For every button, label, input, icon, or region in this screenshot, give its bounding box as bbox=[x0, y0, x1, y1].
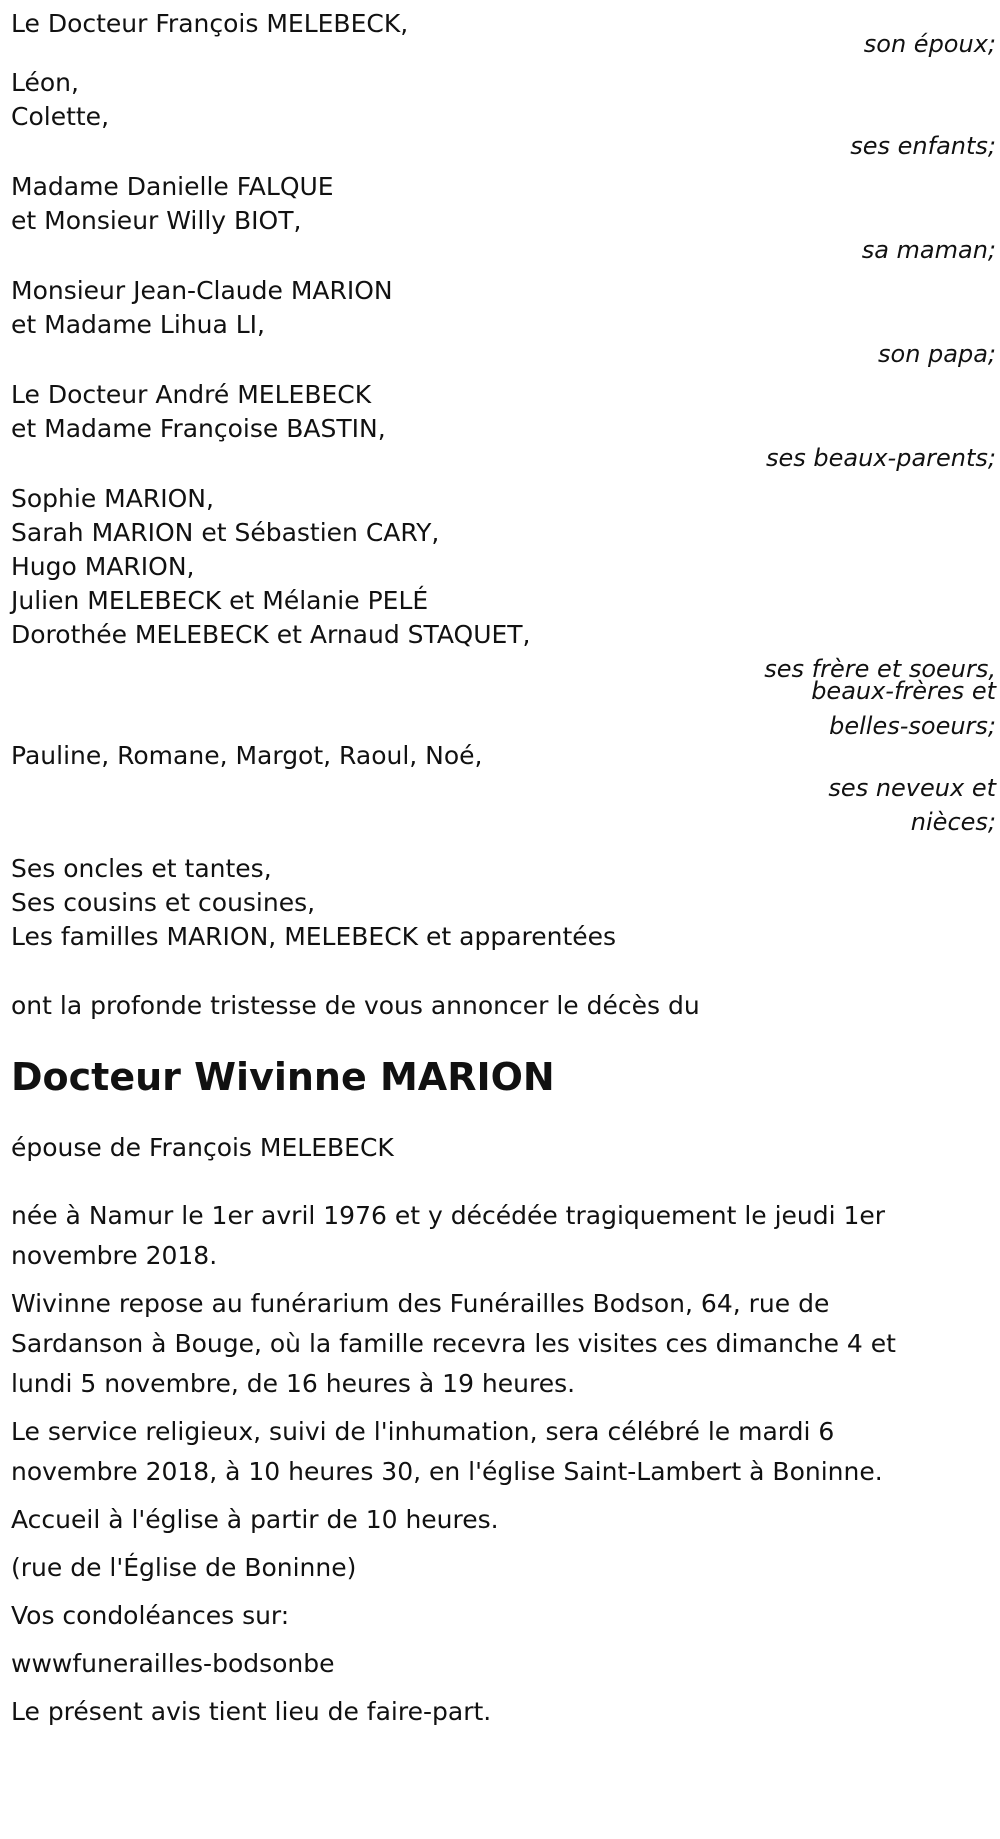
family-name: et Madame Françoise BASTIN, bbox=[11, 414, 386, 443]
family-group-nephews bbox=[11, 736, 995, 838]
relation-label: ses beaux-parents; bbox=[766, 444, 996, 472]
spouse-line: épouse de François MELEBECK bbox=[11, 1133, 394, 1162]
family-group-mother bbox=[11, 170, 995, 266]
funerarium-paragraph: Wivinne repose au funérarium des Funérailles Bodson, 64, rue de Sardanson à Bouge, où la famille recevra les visites ces dimanche 4 et lundi 5 novembre, de 16 heures à 19 heures. bbox=[11, 1289, 896, 1398]
relation-label: son époux; bbox=[863, 30, 996, 58]
family-name: Sophie MARION, bbox=[11, 484, 214, 513]
family-name: Le Docteur André MELEBECK bbox=[11, 380, 372, 409]
family-group-children bbox=[11, 66, 995, 162]
relation-label: son papa; bbox=[878, 340, 996, 368]
family-name: Le Docteur François MELEBECK, bbox=[11, 9, 409, 38]
announcement-text: ont la profonde tristesse de vous annoncer le décès du bbox=[11, 991, 700, 1020]
family-line: Ses oncles et tantes, bbox=[11, 854, 272, 883]
birth-death-paragraph: née à Namur le 1er avril 1976 et y décédée tragiquement le jeudi 1er novembre 2018. bbox=[11, 1201, 886, 1270]
relation-label: belles-soeurs; bbox=[829, 712, 996, 740]
condolences-website: wwwfunerailles-bodsonbe bbox=[11, 1649, 335, 1678]
family-group-father bbox=[11, 274, 995, 370]
service-paragraph: Le service religieux, suivi de l'inhumation, sera célébré le mardi 6 novembre 2018, à 10 heures 30, en l'église Saint-Lambert à Boninne. bbox=[11, 1417, 883, 1486]
family-line: Ses cousins et cousines, bbox=[11, 888, 316, 917]
relation-label: ses frère et soeurs, bbox=[764, 655, 996, 683]
extended-family bbox=[11, 852, 995, 954]
family-group-in-laws bbox=[11, 378, 995, 474]
relation-label: ses neveux et bbox=[828, 774, 996, 802]
family-group-spouse bbox=[11, 4, 995, 60]
church-address: (rue de l'Église de Boninne) bbox=[11, 1553, 357, 1582]
deceased-name: Docteur Wivinne MARION bbox=[11, 1055, 555, 1099]
relation-label: beaux-frères et bbox=[811, 677, 996, 705]
relation-label: ses enfants; bbox=[850, 132, 996, 160]
family-name: Monsieur Jean-Claude MARION bbox=[11, 276, 393, 305]
obituary-notice bbox=[11, 4, 995, 1732]
family-name: Léon, bbox=[11, 68, 79, 97]
relation-label: nièces; bbox=[910, 808, 996, 836]
family-group-siblings bbox=[11, 482, 995, 746]
family-name: et Madame Lihua LI, bbox=[11, 310, 265, 339]
details-section bbox=[11, 1196, 946, 1732]
family-name: Colette, bbox=[11, 102, 110, 131]
condolences-label: Vos condoléances sur: bbox=[11, 1601, 290, 1630]
notice-footer: Le présent avis tient lieu de faire-part. bbox=[11, 1697, 492, 1726]
family-name: Sarah MARION et Sébastien CARY, bbox=[11, 518, 440, 547]
relation-label: sa maman; bbox=[861, 236, 996, 264]
family-name: et Monsieur Willy BIOT, bbox=[11, 206, 302, 235]
family-name: Hugo MARION, bbox=[11, 552, 195, 581]
family-name: Madame Danielle FALQUE bbox=[11, 172, 334, 201]
family-name: Pauline, Romane, Margot, Raoul, Noé, bbox=[11, 741, 483, 770]
family-name: Julien MELEBECK et Mélanie PELÉ bbox=[11, 586, 429, 615]
family-line: Les familles MARION, MELEBECK et apparentées bbox=[11, 922, 617, 951]
welcome-paragraph: Accueil à l'église à partir de 10 heures. bbox=[11, 1505, 499, 1534]
family-name: Dorothée MELEBECK et Arnaud STAQUET, bbox=[11, 620, 531, 649]
